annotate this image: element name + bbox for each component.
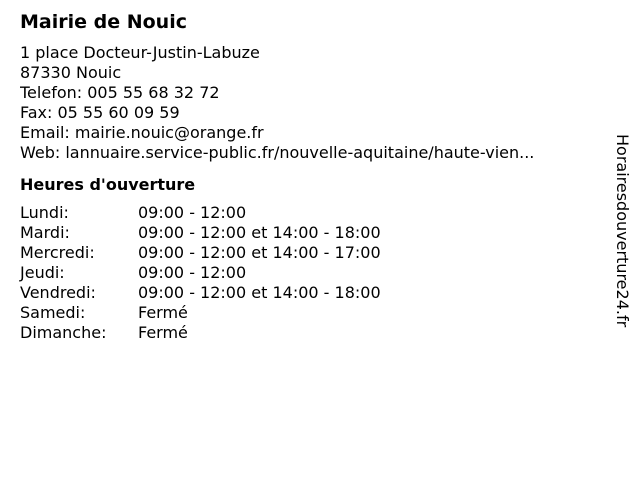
- business-card: [20, 10, 600, 343]
- hours-heading: Heures d'ouverture: [20, 175, 196, 194]
- hours-time: Fermé: [138, 303, 188, 322]
- address-street: 1 place Docteur-Justin-Labuze: [20, 43, 260, 62]
- hours-row: [20, 203, 600, 223]
- hours-row: [20, 283, 600, 303]
- fax-line: Fax: 05 55 60 09 59: [20, 103, 180, 122]
- hours-row: [20, 323, 600, 343]
- hours-day: Mercredi:: [20, 243, 95, 262]
- hours-day: Vendredi:: [20, 283, 96, 302]
- web-link[interactable]: lannuaire.service-public.fr/nouvelle-aquitaine/haute-vien...: [65, 143, 535, 162]
- hours-row: [20, 223, 600, 243]
- hours-time: 09:00 - 12:00 et 14:00 - 18:00: [138, 283, 381, 302]
- address-city: 87330 Nouic: [20, 63, 122, 82]
- hours-day: Mardi:: [20, 223, 70, 242]
- phone-line: Telefon: 005 55 68 32 72: [20, 83, 220, 102]
- hours-day: Dimanche:: [20, 323, 107, 342]
- hours-day: Jeudi:: [20, 263, 65, 282]
- hours-row: [20, 303, 600, 323]
- hours-time: 09:00 - 12:00 et 14:00 - 18:00: [138, 223, 381, 242]
- web-line: [20, 143, 600, 163]
- hours-time: 09:00 - 12:00: [138, 203, 247, 222]
- hours-time: Fermé: [138, 323, 188, 342]
- hours-table: [20, 203, 600, 343]
- hours-time: 09:00 - 12:00: [138, 263, 247, 282]
- email-line: Email: mairie.nouic@orange.fr: [20, 123, 264, 142]
- hours-day: Samedi:: [20, 303, 86, 322]
- web-label: Web:: [20, 143, 66, 162]
- hours-row: [20, 243, 600, 263]
- watermark-text: Horairesdouverture24.fr: [613, 134, 632, 328]
- hours-time: 09:00 - 12:00 et 14:00 - 17:00: [138, 243, 381, 262]
- hours-day: Lundi:: [20, 203, 69, 222]
- page-title: Mairie de Nouic: [20, 11, 187, 33]
- hours-row: [20, 263, 600, 283]
